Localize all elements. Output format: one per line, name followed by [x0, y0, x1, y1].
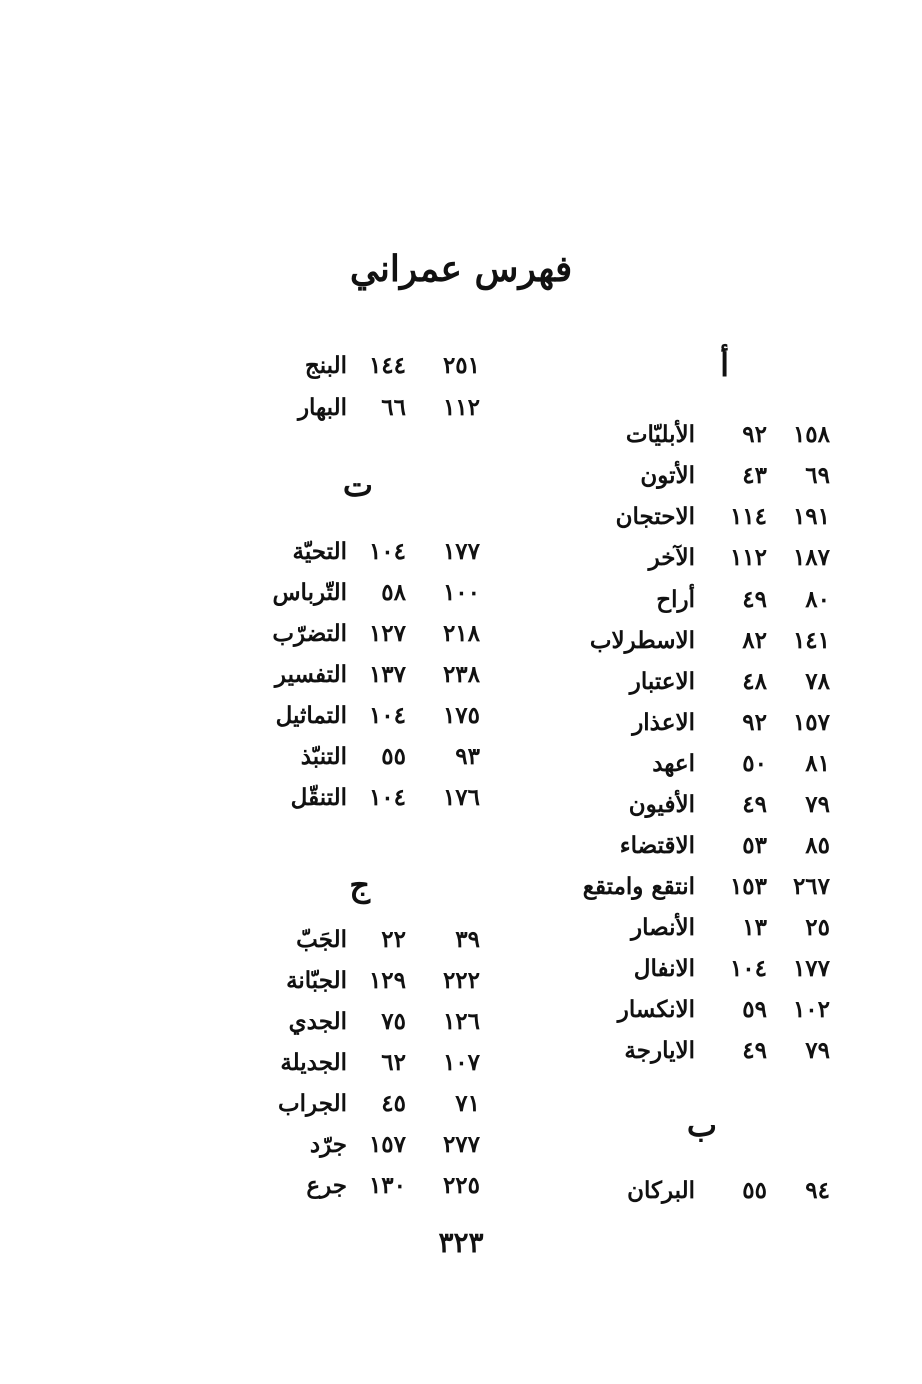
page-ref-b: ٥٣ [742, 832, 767, 859]
index-entry [0, 826, 922, 866]
index-term: الاقتضاء [619, 832, 695, 859]
page-ref-b: ٧٥ [381, 1008, 406, 1035]
index-term: الأفيون [628, 791, 695, 818]
page-ref-b: ١٢٧ [368, 620, 406, 647]
page-ref-b: ٤٥ [381, 1090, 406, 1117]
page-ref-a: ١٠٢ [792, 996, 830, 1023]
page-ref-a: ١٨٧ [792, 544, 830, 571]
index-term: التنقّل [290, 784, 347, 811]
page-ref-b: ٤٩ [742, 586, 767, 613]
page-ref-a: ١٧٧ [442, 538, 480, 565]
page-ref-a: ٢٦٧ [792, 873, 830, 900]
page-ref-b: ١١٢ [729, 544, 767, 571]
index-entry [0, 573, 922, 613]
page-ref-b: ٤٩ [742, 791, 767, 818]
index-entry [0, 456, 922, 496]
page-number: ٣٢٣ [438, 1226, 484, 1259]
page-ref-a: ٧٩ [805, 1037, 830, 1064]
index-term: التحيّة [292, 538, 347, 565]
page-ref-b: ١٣ [742, 914, 767, 941]
index-term: الانكسار [617, 996, 695, 1023]
page-ref-b: ٦٢ [381, 1049, 406, 1076]
index-entry [0, 497, 922, 537]
page-ref-a: ٨٥ [805, 832, 830, 859]
page-ref-b: ٢٢ [381, 926, 406, 953]
section-heading-alef: أ [720, 346, 729, 384]
page-ref-b: ٥٥ [381, 743, 406, 770]
page-ref-b: ١١٤ [729, 503, 767, 530]
page-ref-b: ٤٩ [742, 1037, 767, 1064]
page-ref-a: ٢٣٨ [442, 661, 480, 688]
index-term: التّرباس [272, 579, 347, 606]
page-ref-a: ٦٩ [805, 462, 830, 489]
section-heading-ba: ب [686, 1106, 717, 1144]
page-ref-a: ١٧٥ [442, 702, 480, 729]
index-term: البنج [304, 352, 347, 379]
page-ref-b: ٤٣ [742, 462, 767, 489]
index-term: الجراب [278, 1090, 347, 1117]
index-term: الجدي [288, 1008, 347, 1035]
page-ref-a: ١١٢ [442, 394, 480, 421]
page-ref-a: ١٤١ [792, 627, 830, 654]
page-ref-b: ١٠٤ [368, 784, 406, 811]
page-ref-a: ١٢٦ [442, 1008, 480, 1035]
page-ref-a: ١٧٧ [792, 955, 830, 982]
index-entry [0, 388, 922, 428]
index-term: الآخر [648, 544, 695, 571]
index-term: الجبّانة [286, 967, 347, 994]
index-entry [0, 867, 922, 907]
section-heading-jim: ج [349, 866, 370, 904]
index-term: الجديلة [280, 1049, 347, 1076]
index-term: الانفال [633, 955, 695, 982]
page-ref-b: ١٠٤ [368, 702, 406, 729]
index-term: الايارجة [624, 1037, 695, 1064]
page-ref-b: ١٥٧ [368, 1131, 406, 1158]
section-heading-ta: ت [342, 466, 373, 504]
index-entry [0, 1002, 922, 1042]
page-ref-b: ٨٢ [742, 627, 767, 654]
index-term: البهار [297, 394, 347, 421]
index-entry [0, 778, 922, 818]
page-ref-a: ٢٧٧ [442, 1131, 480, 1158]
page-title: فهرس عمراني [349, 248, 573, 290]
page-ref-a: ٩٤ [805, 1177, 830, 1204]
page-ref-b: ٥٠ [742, 750, 767, 777]
index-term: التضرّب [272, 620, 347, 647]
index-term: الاسطرلاب [589, 627, 695, 654]
index-entry [0, 920, 922, 960]
page-ref-b: ١٠٤ [729, 955, 767, 982]
page-ref-a: ٢٢٢ [442, 967, 480, 994]
page-ref-a: ٢٥ [805, 914, 830, 941]
index-entry [0, 1125, 922, 1165]
page-ref-a: ٢١٨ [442, 620, 480, 647]
page-ref-a: ٩٣ [455, 743, 480, 770]
index-term: الاحتجان [615, 503, 695, 530]
index-term: اعهد [652, 750, 695, 777]
page-ref-b: ٥٨ [381, 579, 406, 606]
index-term: الأنصار [631, 914, 695, 941]
index-term: الجَبّ [296, 926, 347, 953]
page-ref-a: ٨٠ [805, 586, 830, 613]
page-ref-b: ٥٩ [742, 996, 767, 1023]
page-ref-a: ٧١ [455, 1090, 480, 1117]
index-entry [0, 655, 922, 695]
index-term: انتقع وامتقع [582, 873, 695, 900]
index-term: الأتون [640, 462, 695, 489]
index-term: أراح [656, 586, 695, 613]
index-entry [0, 346, 922, 386]
index-term: التماثيل [275, 702, 347, 729]
index-term: البركان [627, 1177, 695, 1204]
page-ref-b: ١٥٣ [729, 873, 767, 900]
page-ref-a: ١٠٧ [442, 1049, 480, 1076]
page-ref-b: ١٣٠ [368, 1172, 406, 1199]
page-ref-a: ٧٨ [805, 668, 830, 695]
index-term: الاعتبار [629, 668, 695, 695]
page-ref-b: ١٣٧ [368, 661, 406, 688]
index-entry [0, 737, 922, 777]
index-entry [0, 961, 922, 1001]
index-entry [0, 532, 922, 572]
page-ref-b: ١٠٤ [368, 538, 406, 565]
page-ref-a: ٣٩ [455, 926, 480, 953]
index-term: جرّد [309, 1131, 347, 1158]
page-ref-b: ٤٨ [742, 668, 767, 695]
page-ref-b: ١٢٩ [368, 967, 406, 994]
index-entry [0, 1166, 922, 1206]
page-ref-a: ٢٢٥ [442, 1172, 480, 1199]
page-ref-b: ١٤٤ [368, 352, 406, 379]
page-ref-b: ٩٢ [742, 709, 767, 736]
page-ref-a: ١٥٧ [792, 709, 830, 736]
index-term: التفسير [274, 661, 347, 688]
index-term: التنبّذ [300, 743, 347, 770]
page-ref-a: ٢٥١ [442, 352, 480, 379]
page-ref-a: ١٥٨ [792, 421, 830, 448]
page-ref-a: ١٠٠ [442, 579, 480, 606]
page-ref-b: ٦٦ [381, 394, 406, 421]
index-entry [0, 614, 922, 654]
index-entry [0, 696, 922, 736]
page-ref-a: ٨١ [805, 750, 830, 777]
index-entry [0, 1084, 922, 1124]
page-ref-b: ٩٢ [742, 421, 767, 448]
index-term: الاعذار [632, 709, 695, 736]
index-term: جرع [306, 1172, 347, 1199]
page-ref-a: ٧٩ [805, 791, 830, 818]
page-ref-a: ١٧٦ [442, 784, 480, 811]
page-ref-b: ٥٥ [742, 1177, 767, 1204]
index-term: الأبليّات [625, 421, 695, 448]
page-ref-a: ١٩١ [792, 503, 830, 530]
index-entry [0, 1043, 922, 1083]
